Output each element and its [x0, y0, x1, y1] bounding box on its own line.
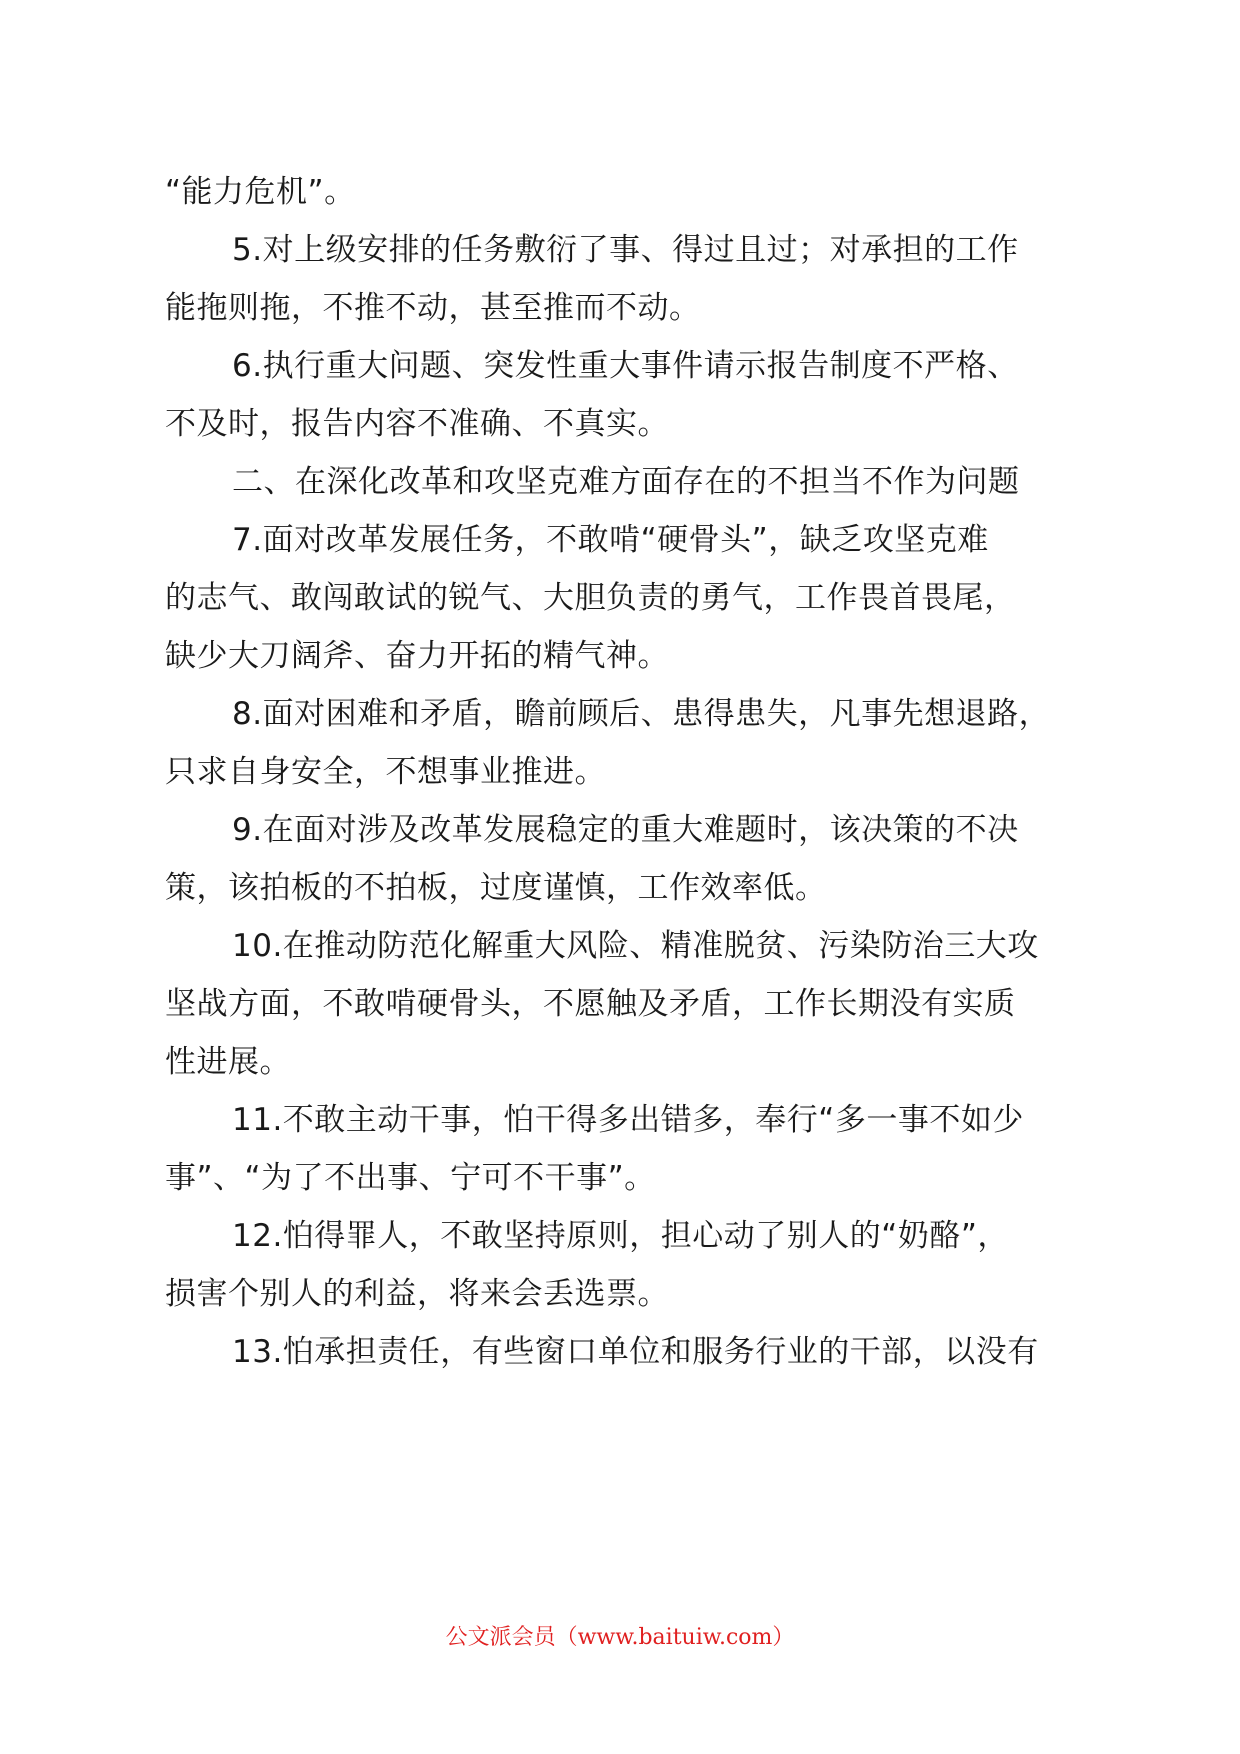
paragraph-10-line-2: 坚战方面，不敢啃硬骨头，不愿触及矛盾，工作长期没有实质 — [165, 986, 1016, 1022]
paragraph-8-line-2: 只求自身安全，不想事业推进。 — [165, 754, 606, 790]
paragraph-5-line-1: 5.对上级安排的任务敷衍了事、得过且过；对承担的工作 — [232, 232, 1019, 268]
paragraph-12-line-2: 损害个别人的利益，将来会丢选票。 — [165, 1276, 669, 1312]
paragraph-12-line-1: 12.怕得罪人，不敢坚持原则，担心动了别人的“奶酪”， — [232, 1218, 1009, 1254]
paragraph-8-line-1: 8.面对困难和矛盾，瞻前顾后、患得患失，凡事先想退路， — [232, 696, 1051, 732]
paragraph-7-line-2: 的志气、敢闯敢试的锐气、大胆负责的勇气，工作畏首畏尾， — [165, 580, 1016, 616]
paragraph-6-line-1: 6.执行重大问题、突发性重大事件请示报告制度不严格、 — [232, 348, 1019, 384]
text-line-1: “能力危机”。 — [165, 174, 356, 210]
section-heading-2: 二、在深化改革和攻坚克难方面存在的不担当不作为问题 — [232, 464, 1020, 500]
paragraph-11-line-2: 事”、“为了不出事、宁可不干事”。 — [165, 1160, 656, 1196]
paragraph-13-line-1: 13.怕承担责任，有些窗口单位和服务行业的干部，以没有 — [232, 1334, 1039, 1370]
paragraph-6-line-2: 不及时，报告内容不准确、不真实。 — [165, 406, 669, 442]
paragraph-7-line-1: 7.面对改革发展任务，不敢啃“硬骨头”，缺乏攻坚克难 — [232, 522, 989, 558]
paragraph-7-line-3: 缺少大刀阔斧、奋力开拓的精气神。 — [165, 638, 669, 674]
paragraph-9-line-2: 策，该拍板的不拍板，过度谨慎，工作效率低。 — [165, 870, 827, 906]
footer-watermark-link[interactable]: 公文派会员（www.baituiw.com） — [445, 1625, 795, 1650]
paragraph-9-line-1: 9.在面对涉及改革发展稳定的重大难题时，该决策的不决 — [232, 812, 1019, 848]
paragraph-11-line-1: 11.不敢主动干事，怕干得多出错多，奉行“多一事不如少 — [232, 1102, 1024, 1138]
paragraph-10-line-3: 性进展。 — [165, 1044, 291, 1080]
paragraph-5-line-2: 能拖则拖，不推不动，甚至推而不动。 — [165, 290, 701, 326]
paragraph-10-line-1: 10.在推动防范化解重大风险、精准脱贫、污染防治三大攻 — [232, 928, 1039, 964]
